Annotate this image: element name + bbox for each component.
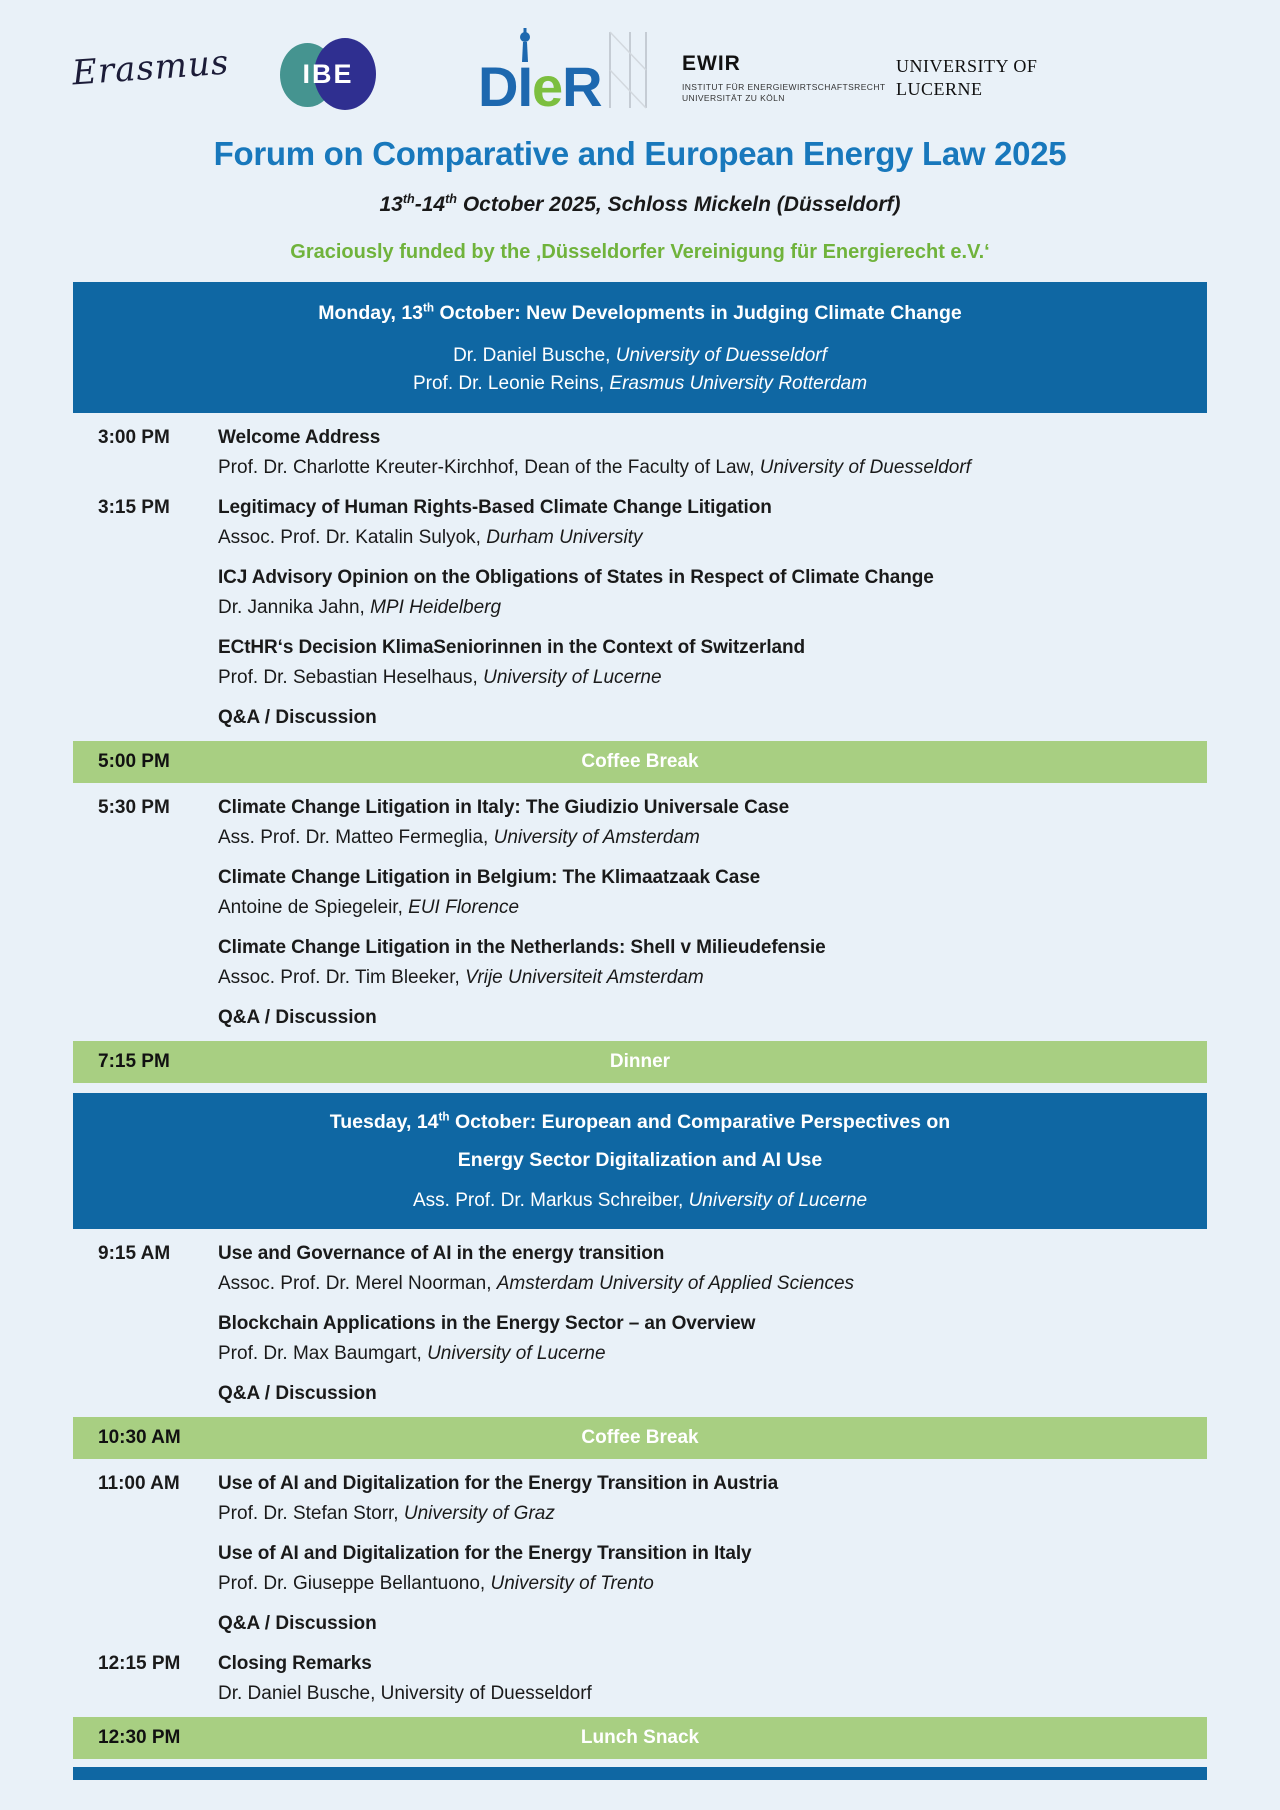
day1-chair-1: Dr. Daniel Busche, University of Duesseldorf bbox=[453, 345, 827, 366]
session-speaker: Prof. Dr. Stefan Storr, University of Graz bbox=[218, 1503, 555, 1524]
session-speaker: Prof. Dr. Sebastian Heselhaus, University of Lucerne bbox=[218, 667, 662, 688]
session-title: Closing Remarks bbox=[218, 1653, 372, 1674]
day1-header bbox=[73, 282, 1207, 413]
session-closing bbox=[73, 1649, 1207, 1709]
lunch-snack-bar bbox=[73, 1717, 1207, 1759]
coffee-break-bar-1 bbox=[73, 741, 1207, 783]
funding-note: Graciously funded by the ‚Düsseldorfer Vereinigung für Energierecht e.V.‘ bbox=[290, 241, 990, 263]
dier-logo-text: DIeR bbox=[478, 55, 602, 118]
session-title: Use of AI and Digitalization for the Energy Transition in Austria bbox=[218, 1473, 779, 1494]
session-title: ECtHR‘s Decision KlimaSeniorinnen in the Context of Switzerland bbox=[218, 637, 805, 658]
qa-discussion-1: Q&A / Discussion bbox=[218, 707, 377, 728]
session-title: Legitimacy of Human Rights-Based Climate Change Litigation bbox=[218, 497, 772, 518]
session-noorman bbox=[73, 1239, 1207, 1299]
qa-discussion-4: Q&A / Discussion bbox=[218, 1613, 377, 1634]
dinner-bar bbox=[73, 1041, 1207, 1083]
session-time: 5:30 PM bbox=[98, 797, 170, 818]
qa-discussion-2: Q&A / Discussion bbox=[218, 1007, 377, 1028]
erasmus-logo: Erasmus bbox=[70, 42, 231, 94]
session-time: 9:15 AM bbox=[98, 1243, 171, 1264]
session-sulyok bbox=[73, 493, 1207, 553]
session-speaker: Ass. Prof. Dr. Matteo Fermeglia, University of Amsterdam bbox=[218, 827, 700, 848]
session-jahn bbox=[73, 563, 1207, 623]
session-time: 11:00 AM bbox=[98, 1473, 180, 1494]
session-spiegeleir bbox=[73, 863, 1207, 923]
break-time: 12:30 PM bbox=[98, 1727, 181, 1748]
break-label: Coffee Break bbox=[581, 751, 699, 772]
session-speaker: Assoc. Prof. Dr. Merel Noorman, Amsterdam University of Applied Sciences bbox=[218, 1273, 855, 1294]
session-bleeker bbox=[73, 933, 1207, 993]
session-title: Climate Change Litigation in Belgium: The Klimaatzaak Case bbox=[218, 867, 761, 888]
session-title: Climate Change Litigation in the Netherlands: Shell v Milieudefensie bbox=[218, 937, 826, 958]
dier-logo bbox=[478, 30, 648, 118]
session-time: 3:15 PM bbox=[98, 497, 170, 518]
lucerne-logo: UNIVERSITY OF LUCERNE bbox=[896, 56, 1038, 99]
session-bellantuono bbox=[73, 1539, 1207, 1599]
session-speaker: Prof. Dr. Charlotte Kreuter-Kirchhof, Dean of the Faculty of Law, University of Duesseldorf bbox=[218, 457, 971, 478]
session-time: 12:15 PM bbox=[98, 1653, 181, 1674]
program-table bbox=[73, 282, 1207, 1759]
event-date: 13th-14th October 2025, Schloss Mickeln (Düsseldorf) bbox=[379, 192, 901, 216]
bottom-blue-strip bbox=[73, 1767, 1207, 1780]
lattice-lines-icon bbox=[602, 30, 648, 110]
session-title: Use and Governance of AI in the energy transition bbox=[218, 1243, 665, 1264]
break-label: Lunch Snack bbox=[580, 1727, 700, 1748]
session-title: Blockchain Applications in the Energy Sector – an Overview bbox=[218, 1313, 756, 1334]
session-time: 3:00 PM bbox=[98, 427, 170, 448]
session-speaker: Assoc. Prof. Dr. Tim Bleeker, Vrije Universiteit Amsterdam bbox=[218, 967, 704, 988]
ewir-logo-subtitle: INSTITUT FÜR ENERGIEWIRTSCHAFTSRECHT UNIVERSITÄT ZU KÖLN bbox=[682, 82, 886, 103]
qa-discussion-3: Q&A / Discussion bbox=[218, 1383, 377, 1404]
session-speaker: Dr. Jannika Jahn, MPI Heidelberg bbox=[218, 597, 502, 618]
session-speaker: Assoc. Prof. Dr. Katalin Sulyok, Durham University bbox=[218, 527, 643, 548]
day2-chair-1: Ass. Prof. Dr. Markus Schreiber, University of Lucerne bbox=[412, 1190, 868, 1211]
day2-title-line1: Tuesday, 14th October: European and Comparative Perspectives on bbox=[329, 1110, 951, 1133]
page-title: Forum on Comparative and European Energy Law 2025 bbox=[213, 135, 1067, 172]
session-title: ICJ Advisory Opinion on the Obligations of States in Respect of Climate Change bbox=[218, 567, 934, 588]
break-time: 10:30 AM bbox=[98, 1427, 181, 1448]
session-storr bbox=[73, 1469, 1207, 1529]
session-speaker: Dr. Daniel Busche, University of Duesseldorf bbox=[218, 1683, 592, 1704]
session-speaker: Prof. Dr. Max Baumgart, University of Lucerne bbox=[218, 1343, 606, 1364]
session-welcome bbox=[73, 423, 1207, 483]
session-speaker: Prof. Dr. Giuseppe Bellantuono, University of Trento bbox=[218, 1573, 654, 1594]
break-label: Dinner bbox=[609, 1051, 671, 1072]
session-title: Climate Change Litigation in Italy: The Giudizio Universale Case bbox=[218, 797, 790, 818]
day2-header bbox=[73, 1093, 1207, 1229]
break-time: 5:00 PM bbox=[98, 751, 170, 772]
session-title: Welcome Address bbox=[218, 427, 381, 448]
session-fermeglia bbox=[73, 793, 1207, 853]
session-title: Use of AI and Digitalization for the Energy Transition in Italy bbox=[218, 1543, 752, 1564]
break-label: Coffee Break bbox=[581, 1427, 699, 1448]
ibe-logo bbox=[280, 38, 376, 112]
day1-chair-2: Prof. Dr. Leonie Reins, Erasmus University Rotterdam bbox=[412, 373, 868, 394]
session-heselhaus bbox=[73, 633, 1207, 693]
break-time: 7:15 PM bbox=[98, 1051, 170, 1072]
session-speaker: Antoine de Spiegeleir, EUI Florence bbox=[218, 897, 520, 918]
coffee-break-bar-2 bbox=[73, 1417, 1207, 1459]
ewir-logo-name: EWIR bbox=[682, 52, 741, 75]
day1-title: Monday, 13th October: New Developments in Judging Climate Change bbox=[318, 301, 962, 324]
ibe-logo-text: IBE bbox=[302, 58, 354, 89]
day2-title-line2: Energy Sector Digitalization and AI Use bbox=[457, 1149, 823, 1171]
ewir-logo bbox=[682, 52, 885, 104]
session-baumgart bbox=[73, 1309, 1207, 1369]
